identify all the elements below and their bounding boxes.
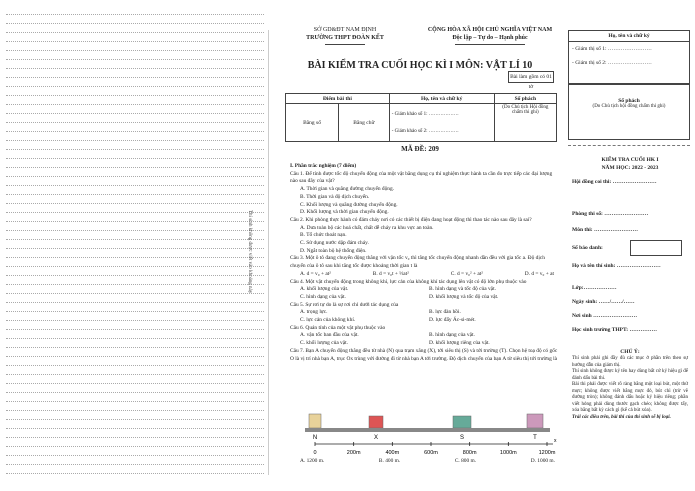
motto-underline xyxy=(455,44,525,45)
dotted-line xyxy=(6,41,264,42)
name-field[interactable]: Họ và tên thí sinh: …………………… xyxy=(572,263,661,269)
q5d: D. lực đẩy Ác-si-mét. xyxy=(429,317,476,324)
header-motto: Độc lập – Tự do – Hạnh phúc xyxy=(452,35,528,41)
proctor-box xyxy=(568,30,690,85)
section-title: I. Phần trắc nghiệm (7 điểm) xyxy=(290,163,357,169)
exam-title-right: KIỂM TRA CUỐI HK I xyxy=(601,157,659,163)
q7a: A. 1200 m. xyxy=(300,458,325,464)
dotted-line xyxy=(6,122,264,123)
col-signature: Họ, tên và chữ ký xyxy=(389,94,494,104)
code-box xyxy=(568,83,690,140)
dotted-line xyxy=(6,347,264,348)
dotted-line xyxy=(6,437,264,438)
dotted-line xyxy=(6,221,264,222)
q7-options xyxy=(300,458,555,466)
q4c: C. hình dạng của vật. xyxy=(300,293,346,300)
axis-label: x xyxy=(554,438,557,444)
subject-field[interactable]: Môn thi: …………………… xyxy=(572,227,638,233)
dotted-line xyxy=(6,59,264,60)
dotted-line xyxy=(6,320,264,321)
pages-note: Bài làm gồm có 01 tờ xyxy=(508,71,554,83)
school-year: NĂM HỌC: 2022 - 2023 xyxy=(601,165,659,171)
dotted-line xyxy=(6,32,264,33)
proctor2: - Giám thị số 2: …………………… xyxy=(572,60,652,66)
dotted-line xyxy=(6,473,264,474)
q3d: D. d = v₀ + at xyxy=(524,270,554,277)
house-icon xyxy=(309,414,321,428)
vertical-note: Thí sinh không được viết vào khoảng này xyxy=(247,210,252,294)
q1d: D. Khối lượng và thời gian chuyển động. xyxy=(300,209,389,216)
q6a: A. vận tốc ban đầu của vật. xyxy=(300,332,359,339)
q4b: B. hình dạng và tốc độ của vật. xyxy=(429,286,496,293)
q5c: C. lực cản của không khí. xyxy=(300,317,356,324)
code-title: Số phách xyxy=(618,98,640,104)
axis-tick-label: 400m xyxy=(385,450,400,456)
dotted-line xyxy=(6,374,264,375)
q4d: D. khối lượng và tốc độ của vật. xyxy=(429,293,499,300)
dotted-line xyxy=(6,365,264,366)
dotted-line xyxy=(6,113,264,114)
q2: Câu 2. Khi phòng thực hành có đám cháy nơi có các thiết bị điện đang hoạt động thì thao tác nào sau đây là sai? xyxy=(290,216,532,223)
dotted-line xyxy=(6,248,264,249)
q2c: C. Sử dụng nước dập đám cháy. xyxy=(300,240,369,247)
axis-tick-label: 600m xyxy=(424,450,438,456)
by-word: Bằng chữ xyxy=(339,104,390,142)
q2b: B. Tổ chức thoát nạn. xyxy=(300,232,347,239)
code-note: (Do Chủ tịch Hội đồng chấm thi ghi) xyxy=(494,104,556,142)
questions xyxy=(290,163,558,363)
dotted-line xyxy=(6,176,264,177)
supermarket-icon xyxy=(453,416,471,428)
dotted-line xyxy=(6,23,264,24)
dotted-line xyxy=(6,203,264,204)
dotted-line xyxy=(6,392,264,393)
dotted-line xyxy=(6,14,264,15)
q6b: B. hình dạng của vật. xyxy=(429,332,475,339)
q7b: B. 400 m. xyxy=(378,458,401,464)
exam-code: MÃ ĐỀ: 209 xyxy=(401,145,439,153)
note1: Thí sinh phải ghi đầy đủ các mục ở phần trên theo sự hướng dẫn của giám thị. xyxy=(572,356,688,368)
q5a: A. trọng lực. xyxy=(300,309,328,316)
dotted-line xyxy=(6,446,264,447)
q4: Câu 4. Một vật chuyển động trong không khí, lực cản của không khí tác dụng lên vật có độ lớn phụ thuộc vào xyxy=(290,278,527,285)
note-title: CHÚ Ý: xyxy=(620,349,640,355)
note2: Thí sinh không được ký tên hay dùng bất cứ ký hiệu gì để đánh dấu bài thi. xyxy=(572,369,688,381)
dotted-line xyxy=(6,95,264,96)
q1b: B. Thời gian và độ dịch chuyển. xyxy=(300,193,370,200)
room-field[interactable]: Phòng thi số: …………………… xyxy=(572,211,649,217)
grader1: - Giám khảo số 1: ……………… xyxy=(391,111,459,117)
q7d: D. 1000 m. xyxy=(530,458,555,464)
dotted-line xyxy=(6,266,264,267)
q4a: A. khối lượng của vật. xyxy=(300,286,349,293)
dotted-line xyxy=(6,275,264,276)
dotted-line xyxy=(6,410,264,411)
col-code: Số phách xyxy=(494,94,556,104)
grader2: - Giám khảo số 2: ……………… xyxy=(391,128,459,134)
q6: Câu 6. Quán tính của một vật phụ thuộc vào xyxy=(290,324,386,331)
sbd-field[interactable] xyxy=(572,244,688,252)
dotted-line xyxy=(6,140,264,141)
q2a: A. Dưa toàn bộ các hoá chất, chất dễ cháy ra khu vực an toàn. xyxy=(300,224,434,231)
dotted-line xyxy=(6,86,264,87)
axis-tick-label: 1000m xyxy=(499,450,517,456)
left-dotted-margin xyxy=(0,0,270,491)
q7: Câu 7. Bạn A chuyển động thẳng đều từ nhà (N) qua trạm xăng (X), tới siêu thị (S) và tới trường (T). Chọn hệ toạ độ có gốc O là vị trí nhà bạn A, trục Ox trùng với đường đi từ nhà bạn A tới trường. Độ dịch chuyển của bạn A từ siêu thị tới trường là xyxy=(290,347,558,362)
header-country: CỘNG HÒA XÃ HỘI CHỦ NGHĨA VIỆT NAM xyxy=(427,27,553,33)
dotted-line xyxy=(6,50,264,51)
q6d: D. khối lượng riêng của vật. xyxy=(429,340,490,347)
q3a: A. d = v₀ + at² xyxy=(300,270,331,277)
q6c: C. khối lượng của vật. xyxy=(300,340,348,347)
dotted-line xyxy=(6,464,264,465)
dotted-line xyxy=(6,212,264,213)
dotted-line xyxy=(6,185,264,186)
dotted-line xyxy=(6,167,264,168)
q3c: C. d = v₀² + at² xyxy=(450,270,483,277)
school-icon xyxy=(527,414,543,428)
dotted-line xyxy=(6,302,264,303)
school-underline xyxy=(325,44,365,45)
council-field[interactable]: Hội đồng coi thi: …………………… xyxy=(572,179,657,185)
q5: Câu 5. Sự rơi tự do là sự rơi chỉ dưới tác dụng của xyxy=(290,301,399,308)
label-T: T xyxy=(533,435,537,441)
dotted-line xyxy=(6,419,264,420)
dotted-line xyxy=(6,311,264,312)
axis-tick-label: 1200m xyxy=(538,450,556,456)
axis-tick-label: 0 xyxy=(313,450,317,456)
sig-title: Họ, tên và chữ ký xyxy=(569,31,689,42)
dotted-line xyxy=(6,401,264,402)
dotted-line xyxy=(6,428,264,429)
axis-tick-label: 800m xyxy=(462,450,477,456)
dotted-line xyxy=(6,293,264,294)
dotted-line xyxy=(6,158,264,159)
info-panel xyxy=(572,156,688,421)
left-divider xyxy=(268,30,269,475)
q3b: B. d = v₀t + ½at² xyxy=(372,270,409,277)
dotted-line xyxy=(6,77,264,78)
sbd-label: Số báo danh: xyxy=(572,245,603,251)
col-score: Điểm bài thi xyxy=(286,94,390,104)
dotted-line xyxy=(6,149,264,150)
dotted-line xyxy=(6,239,264,240)
q5b: B. lực đàn hồi. xyxy=(429,309,461,316)
score-table xyxy=(285,93,557,142)
dotted-line xyxy=(6,230,264,231)
header-department: SỞ GD&ĐT NAM ĐỊNH xyxy=(313,27,377,33)
dotted-line xyxy=(6,131,264,132)
q7c: C. 800 m. xyxy=(454,458,477,464)
label-S: S xyxy=(459,435,465,441)
q3: Câu 3. Một ô tô đang chuyển động thẳng với vận tốc v₀ thì tăng tốc chuyển động nhanh dần đều với gia tốc a. Độ dịch chuyển của ô tô sau khi tăng tốc được khoảng thời gian t là xyxy=(290,255,545,270)
class-field[interactable]: Lớp:……………… xyxy=(572,285,617,291)
q1: Câu 1. Để tính được tốc độ chuyển động của một vật bằng dụng cụ thí nghiệm thực hành ta cần đo trực tiếp các đại lượng nào sau đây của vật? xyxy=(290,170,553,185)
dotted-line xyxy=(6,104,264,105)
hs-field[interactable]: Học sinh trường THPT: …………… xyxy=(572,327,657,333)
label-X: X xyxy=(373,435,379,441)
q1a: A. Thời gian và quãng đường chuyển động. xyxy=(300,186,395,193)
dotted-line xyxy=(6,455,264,456)
label-N: N xyxy=(312,435,318,441)
dotted-line xyxy=(6,383,264,384)
dotted-line xyxy=(6,68,264,69)
q2d: D. Ngắt toàn bộ hệ thống điện. xyxy=(300,247,367,254)
dotted-line xyxy=(6,284,264,285)
note4: Trái các điều trên, bài thi của thí sinh sẽ bị loại. xyxy=(572,414,671,420)
road xyxy=(305,428,550,432)
dotted-line xyxy=(6,338,264,339)
dotted-line xyxy=(6,257,264,258)
dotted-line xyxy=(6,194,264,195)
birthplace-field[interactable]: Nơi sinh …………………… xyxy=(572,313,638,319)
dotted-line xyxy=(6,356,264,357)
header-school: TRƯỜNG THPT ĐOÀN KẾT xyxy=(306,35,384,41)
proctor1: - Giám thị số 1: …………………… xyxy=(572,46,652,52)
route-diagram xyxy=(295,412,560,458)
note3: Bài thi phải được viết rõ ràng bằng một loại bút, một thứ mực; không được viết bằng mực đỏ, bút chì (trừ vẽ đường tròn); không đánh dấu hoặc ký hiệu riêng; phần viết hỏng phải dùng thước gạch chéo; không được tẩy, xóa bằng bất kỳ cách gì (kể cả bút xóa). xyxy=(572,382,688,413)
dotted-line xyxy=(6,329,264,330)
q1c: C. Khối lượng và quãng đường chuyển động. xyxy=(300,201,398,208)
gas-station-icon xyxy=(369,416,383,428)
dob-field[interactable]: Ngày sinh: ……/……/…… xyxy=(572,299,635,305)
code-note-right: (Do Chủ tịch hội đồng chấm thi ghi) xyxy=(592,104,666,109)
exam-title: BÀI KIỂM TRA CUỐI HỌC KÌ I MÔN: VẬT LÍ 10 xyxy=(307,60,533,71)
axis-tick-label: 200m xyxy=(346,450,361,456)
by-number: Bằng số xyxy=(286,104,339,142)
sbd-box[interactable] xyxy=(630,240,682,256)
cut-line xyxy=(568,145,690,146)
